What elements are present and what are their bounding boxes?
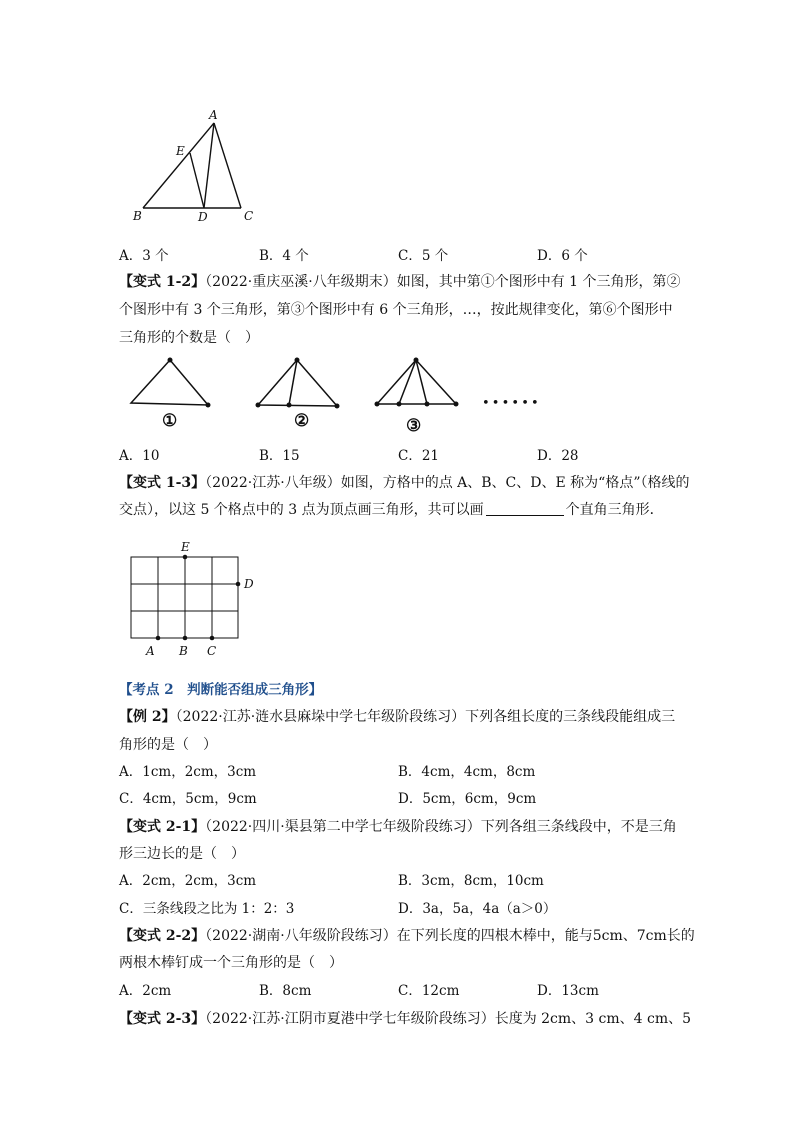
answer-blank[interactable] xyxy=(486,501,564,516)
ex2-tag: 【例 2】 xyxy=(119,709,176,725)
v13-line2 xyxy=(119,500,679,520)
v23-tag: 【变式 2-3】 xyxy=(119,1011,206,1027)
option-b[interactable]: B．3cm，8cm，10cm xyxy=(398,873,544,889)
option-d[interactable]: D．3a，5a，4a（a＞0） xyxy=(398,901,557,917)
v13-text: 如图，方格中的点 A、B、C、D、E 称为“格点”（格线的 xyxy=(340,475,690,491)
grid-label-d: D xyxy=(244,577,254,591)
option-c[interactable]: C．三条线段之比为 1：2：3 xyxy=(119,901,295,917)
option-c[interactable]: C．4cm，5cm，9cm xyxy=(119,791,257,807)
label-b: B xyxy=(133,209,142,223)
v21-text: （2022·四川·渠县第二中学七年级阶段练习）下列各组三条线段中，不是三角 xyxy=(205,819,677,835)
v22-tag: 【变式 2-2】 xyxy=(119,928,206,944)
continuation-dots: • • • • • • xyxy=(482,396,538,411)
label-c: C xyxy=(244,209,254,223)
option-c[interactable]: C．12cm xyxy=(398,983,460,999)
grid-label-e: E xyxy=(181,540,190,554)
option-c[interactable]: C．21 xyxy=(398,448,440,464)
grid-label-c: C xyxy=(207,644,217,658)
option-d[interactable]: D．13cm xyxy=(537,983,599,999)
grid-label-a: A xyxy=(146,644,155,658)
option-b[interactable]: B．8cm xyxy=(259,983,312,999)
ex2-line1 xyxy=(119,707,679,727)
option-b[interactable]: B．4 个 xyxy=(259,248,309,264)
v13-source: （2022·江苏·八年级） xyxy=(205,475,341,491)
option-b[interactable]: B．15 xyxy=(259,448,300,464)
v21-line2: 形三边长的是（ ） xyxy=(119,846,245,862)
v12-source: （2022·重庆巫溪·八年级期末） xyxy=(205,274,397,290)
v22-line1 xyxy=(119,926,695,946)
v21-line1 xyxy=(119,817,679,837)
ex2-line2: 角形的是（ ） xyxy=(119,737,217,753)
figure-label-2: ② xyxy=(294,411,310,431)
v12-line1 xyxy=(119,272,679,292)
v13-tag: 【变式 1-3】 xyxy=(119,475,206,491)
option-a[interactable]: A．3 个 xyxy=(119,248,169,264)
v23-text: （2022·江苏·江阴市夏港中学七年级阶段练习）长度为 2cm、3 cm、4 cm、5 xyxy=(205,1011,692,1027)
option-d[interactable]: D．28 xyxy=(537,448,579,464)
v13-line1 xyxy=(119,473,690,493)
v12-tag: 【变式 1-2】 xyxy=(119,274,206,290)
v12-line2: 个图形中有 3 个三角形，第③个图形中有 6 个三角形，…，按此规律变化，第⑥个图形中 xyxy=(119,302,673,318)
v13-line2-pre: 交点），以这 5 个格点中的 3 点为顶点画三角形，共可以画 xyxy=(119,502,484,518)
option-a[interactable]: A．10 xyxy=(119,448,160,464)
v12-text: 如图，其中第①个图形中有 1 个三角形，第② xyxy=(396,274,681,290)
v21-tag: 【变式 2-1】 xyxy=(119,819,206,835)
option-c[interactable]: C．5 个 xyxy=(398,248,449,264)
option-d[interactable]: D．5cm，6cm，9cm xyxy=(398,791,537,807)
v22-line2: 两根木棒钉成一个三角形的是（ ） xyxy=(119,955,343,971)
option-d[interactable]: D．6 个 xyxy=(537,248,588,264)
figure-label-3: ③ xyxy=(406,416,422,436)
option-a[interactable]: A．1cm，2cm，3cm xyxy=(119,764,257,780)
section-heading: 【考点 2 判断能否组成三角形】 xyxy=(119,682,323,698)
label-a: A xyxy=(209,108,218,122)
v22-text: （2022·湖南·八年级阶段练习）在下列长度的四根木棒中，能与5cm、7cm长的 xyxy=(205,928,695,944)
ex2-text: （2022·江苏·涟水县麻垛中学七年级阶段练习）下列各组长度的三条线段能组成三 xyxy=(175,709,676,725)
v23-line1 xyxy=(119,1009,692,1029)
option-a[interactable]: A．2cm，2cm，3cm xyxy=(119,873,257,889)
option-b[interactable]: B．4cm，4cm，8cm xyxy=(398,764,536,780)
v13-line2-post: 个直角三角形． xyxy=(565,502,664,518)
v12-line3: 三角形的个数是（ ） xyxy=(119,330,259,346)
figure-label-1: ① xyxy=(162,411,178,431)
option-a[interactable]: A．2cm xyxy=(119,983,172,999)
grid-label-b: B xyxy=(179,644,188,658)
label-e: E xyxy=(176,144,185,158)
label-d: D xyxy=(198,210,208,224)
